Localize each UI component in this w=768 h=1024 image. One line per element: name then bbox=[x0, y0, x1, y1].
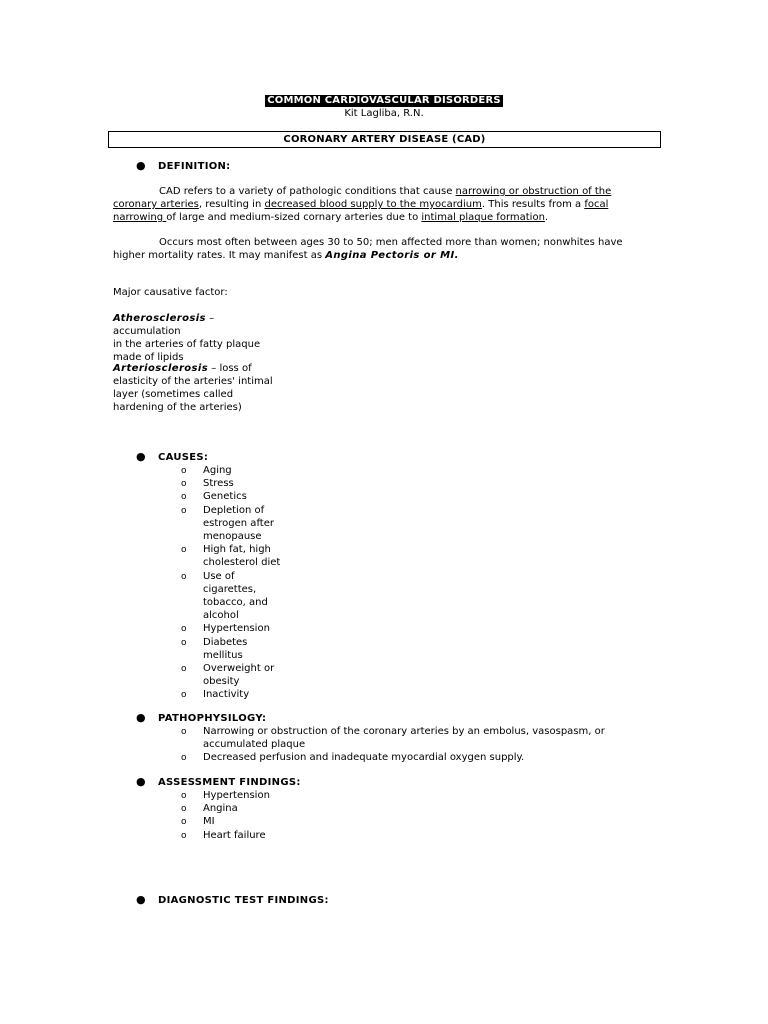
list-item bbox=[203, 802, 613, 815]
atherosclerosis-term: Atherosclerosis bbox=[113, 313, 206, 324]
list-item bbox=[203, 829, 613, 842]
sub-bullet-icon: o bbox=[181, 624, 187, 635]
sub-bullet-icon: o bbox=[181, 466, 187, 476]
list-item bbox=[203, 815, 613, 828]
paragraph-line: higher mortality rates. It may manifest as Angina Pectoris or MI. bbox=[113, 250, 459, 261]
epidemiology-paragraph bbox=[113, 236, 643, 262]
list-item-line: mellitus bbox=[203, 649, 243, 661]
section-header-box bbox=[108, 131, 661, 148]
paragraph-line: coronary arteries, resulting in decreased blood supply to the myocardium. This results from a focal bbox=[113, 199, 609, 210]
sub-bullet-icon: o bbox=[181, 690, 187, 701]
list-item-line: Stress bbox=[203, 478, 234, 490]
list-item-line: Depletion of bbox=[203, 504, 265, 516]
list-item bbox=[203, 725, 613, 751]
arteriosclerosis-definition: Arteriosclerosis – loss of elasticity of the arteries' intimal layer (sometimes called hardening of the arteries) bbox=[113, 363, 273, 413]
bullet-icon: ● bbox=[136, 893, 146, 906]
list-item-line: cholesterol diet bbox=[203, 557, 281, 569]
list-item-line: Genetics bbox=[203, 491, 247, 503]
list-item bbox=[203, 543, 281, 569]
paragraph-line: CAD refers to a variety of pathologic conditions that cause narrowing or obstruction of the bbox=[159, 186, 612, 197]
list-item bbox=[203, 789, 613, 802]
assessment-heading: ASSESSMENT FINDINGS: bbox=[158, 777, 301, 788]
list-item bbox=[203, 477, 281, 490]
causes-heading: CAUSES: bbox=[158, 452, 209, 463]
bullet-icon: ● bbox=[136, 711, 146, 724]
list-item-line: Hypertension bbox=[203, 790, 270, 801]
paragraph-line: narrowing of large and medium-sized cornary arteries due to intimal plaque formation. bbox=[113, 212, 549, 223]
list-item-line: Decreased perfusion and inadequate myocardial oxygen supply. bbox=[203, 752, 525, 764]
list-item-line: obesity bbox=[203, 676, 240, 687]
list-item-line: estrogen after bbox=[203, 517, 274, 529]
list-item-line: Inactivity bbox=[203, 689, 250, 701]
list-item-line: tobacco, and bbox=[203, 596, 268, 608]
list-item bbox=[203, 490, 281, 503]
sub-bullet-icon: o bbox=[181, 727, 187, 737]
list-item-line: cigarettes, bbox=[203, 583, 257, 595]
sub-bullet-icon: o bbox=[181, 753, 187, 764]
document-title: COMMON CARDIOVASCULAR DISORDERS bbox=[267, 95, 501, 106]
list-item bbox=[203, 751, 613, 764]
bullet-icon: ● bbox=[136, 775, 146, 788]
list-item bbox=[203, 622, 281, 635]
sub-bullet-icon: o bbox=[181, 505, 187, 516]
sub-bullet-icon: o bbox=[181, 664, 187, 674]
major-factor-label: Major causative factor: bbox=[113, 287, 228, 298]
list-item bbox=[203, 662, 281, 688]
diagnostic-heading: DIAGNOSTIC TEST FINDINGS: bbox=[158, 895, 329, 906]
list-item-line: Use of bbox=[203, 570, 235, 582]
list-item-line: MI bbox=[203, 816, 215, 828]
paragraph-line: Occurs most often between ages 30 to 50; men affected more than women; nonwhites have bbox=[159, 237, 623, 248]
definition-paragraph bbox=[113, 185, 623, 224]
list-item-line: High fat, high bbox=[203, 544, 271, 556]
sub-bullet-icon: o bbox=[181, 817, 187, 828]
sub-bullet-icon: o bbox=[181, 830, 187, 841]
arteriosclerosis-term: Arteriosclerosis bbox=[113, 363, 209, 374]
atherosclerosis-definition: Atherosclerosis – accumulation in the arteries of fatty plaque made of lipids bbox=[113, 313, 261, 363]
title-container bbox=[0, 94, 768, 107]
sub-bullet-icon: o bbox=[181, 492, 187, 503]
list-item-line: Diabetes bbox=[203, 636, 248, 648]
definition-heading: DEFINITION: bbox=[158, 161, 231, 172]
list-item-line: alcohol bbox=[203, 609, 239, 621]
sub-bullet-icon: o bbox=[181, 804, 187, 815]
list-item bbox=[203, 636, 281, 662]
list-item-line: Aging bbox=[203, 465, 232, 476]
sub-bullet-icon: o bbox=[181, 545, 187, 556]
pathophysiology-heading: PATHOPHYSILOGY: bbox=[158, 713, 267, 724]
sub-bullet-icon: o bbox=[181, 479, 187, 490]
sub-bullet-icon: o bbox=[181, 791, 187, 801]
bullet-icon: ● bbox=[136, 450, 146, 463]
bullet-icon: ● bbox=[136, 159, 146, 172]
list-item bbox=[203, 570, 281, 622]
list-item bbox=[203, 464, 281, 477]
sub-bullet-icon: o bbox=[181, 571, 187, 582]
list-item-line: menopause bbox=[203, 530, 262, 542]
author-container bbox=[0, 107, 768, 120]
list-item-line: Narrowing or obstruction of the coronary arteries by an embolus, vasospasm, or bbox=[203, 726, 605, 737]
list-item bbox=[203, 504, 281, 543]
list-item-line: Overweight or bbox=[203, 663, 275, 674]
manifestation-emphasis: Angina Pectoris or MI. bbox=[325, 250, 459, 261]
list-item-line: Hypertension bbox=[203, 623, 270, 635]
author-name: Kit Lagliba, R.N. bbox=[344, 108, 424, 119]
sub-bullet-icon: o bbox=[181, 637, 187, 648]
list-item bbox=[203, 688, 281, 701]
list-item-line: Heart failure bbox=[203, 829, 266, 841]
list-item-line: Angina bbox=[203, 803, 238, 815]
section-header: CORONARY ARTERY DISEASE (CAD) bbox=[283, 134, 486, 145]
list-item-line: accumulated plaque bbox=[203, 739, 306, 750]
